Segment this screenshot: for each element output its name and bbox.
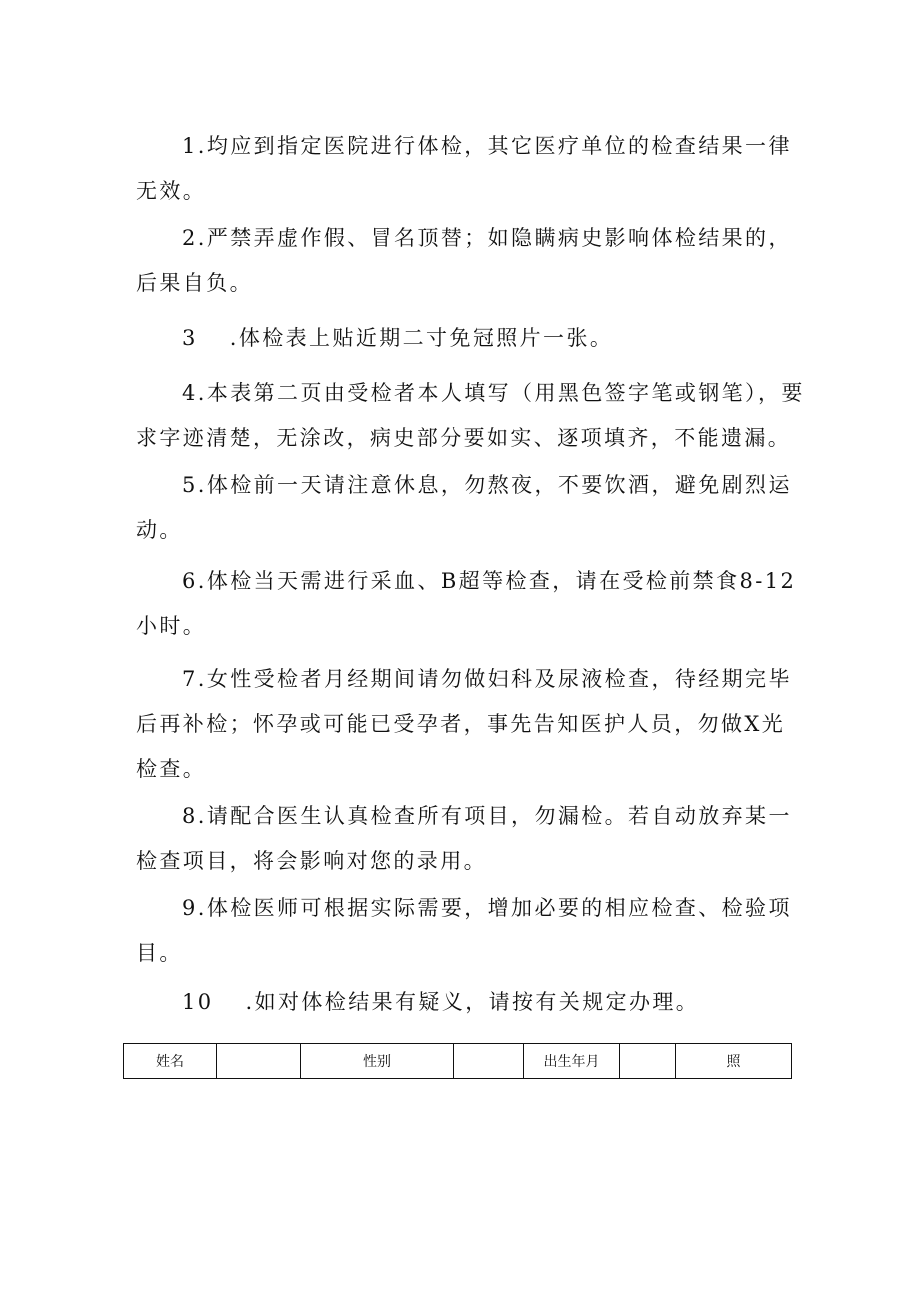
gender-label-cell: 性别 bbox=[301, 1044, 454, 1079]
notice-text: .如对体检结果有疑义，请按有关规定办理。 bbox=[245, 990, 700, 1014]
notice-text: .本表第二页由受检者本人填写（用黑色签字笔或钢笔），要求字迹清楚，无涂改，病史部分要如实、逐项填齐，不能遗漏。 bbox=[136, 381, 805, 450]
birth-value-cell[interactable] bbox=[620, 1044, 676, 1079]
notice-item-7 bbox=[136, 657, 806, 792]
notice-number: 7 bbox=[182, 667, 198, 691]
notice-number: 9 bbox=[182, 896, 198, 920]
notice-number: 2 bbox=[182, 226, 198, 250]
name-value-cell[interactable] bbox=[217, 1044, 301, 1079]
notice-item-1 bbox=[136, 124, 806, 214]
notice-number: 8 bbox=[182, 804, 198, 828]
notice-item-9 bbox=[136, 886, 806, 976]
notice-item-8 bbox=[136, 794, 806, 884]
notice-list bbox=[136, 124, 806, 1025]
notice-text: .女性受检者月经期间请勿做妇科及尿液检查，待经期完毕后再补检；怀孕或可能已受孕者，事先告知医护人员，勿做X光检查。 bbox=[136, 667, 792, 781]
photo-label-cell: 照 bbox=[676, 1044, 792, 1079]
notice-item-4 bbox=[136, 371, 806, 461]
notice-text: .体检当天需进行采血、B超等检查，请在受检前禁食8-12小时。 bbox=[136, 569, 797, 638]
notice-item-5 bbox=[136, 463, 806, 553]
notice-text: .严禁弄虚作假、冒名顶替；如隐瞒病史影响体检结果的，后果自负。 bbox=[136, 226, 792, 295]
notice-text: .体检表上贴近期二寸免冠照片一张。 bbox=[229, 326, 614, 350]
notice-number: 10 bbox=[182, 990, 214, 1014]
notice-number: 5 bbox=[182, 473, 198, 497]
notice-text: 均应到指定医院进行体检，其它医疗单位的检查结果一律无效。 bbox=[136, 134, 792, 203]
table-row bbox=[124, 1044, 792, 1079]
personal-info-table bbox=[123, 1043, 792, 1079]
notice-number: 3 bbox=[182, 326, 198, 350]
name-label-cell: 姓名 bbox=[124, 1044, 217, 1079]
notice-number: 1. bbox=[182, 134, 207, 158]
notice-text: .体检医师可根据实际需要，增加必要的相应检查、检验项目。 bbox=[136, 896, 792, 965]
notice-text: .体检前一天请注意休息，勿熬夜，不要饮酒，避免剧烈运动。 bbox=[136, 473, 792, 542]
notice-item-6 bbox=[136, 559, 806, 649]
notice-item-2 bbox=[136, 216, 806, 306]
notice-number: 6 bbox=[182, 569, 198, 593]
notice-text: .请配合医生认真检查所有项目，勿漏检。若自动放弃某一检查项目，将会影响对您的录用。 bbox=[136, 804, 792, 873]
notice-item-3 bbox=[136, 316, 806, 361]
birth-label-cell: 出生年月 bbox=[524, 1044, 620, 1079]
notice-number: 4 bbox=[182, 381, 198, 405]
notice-item-10 bbox=[136, 980, 806, 1025]
gender-value-cell[interactable] bbox=[454, 1044, 524, 1079]
